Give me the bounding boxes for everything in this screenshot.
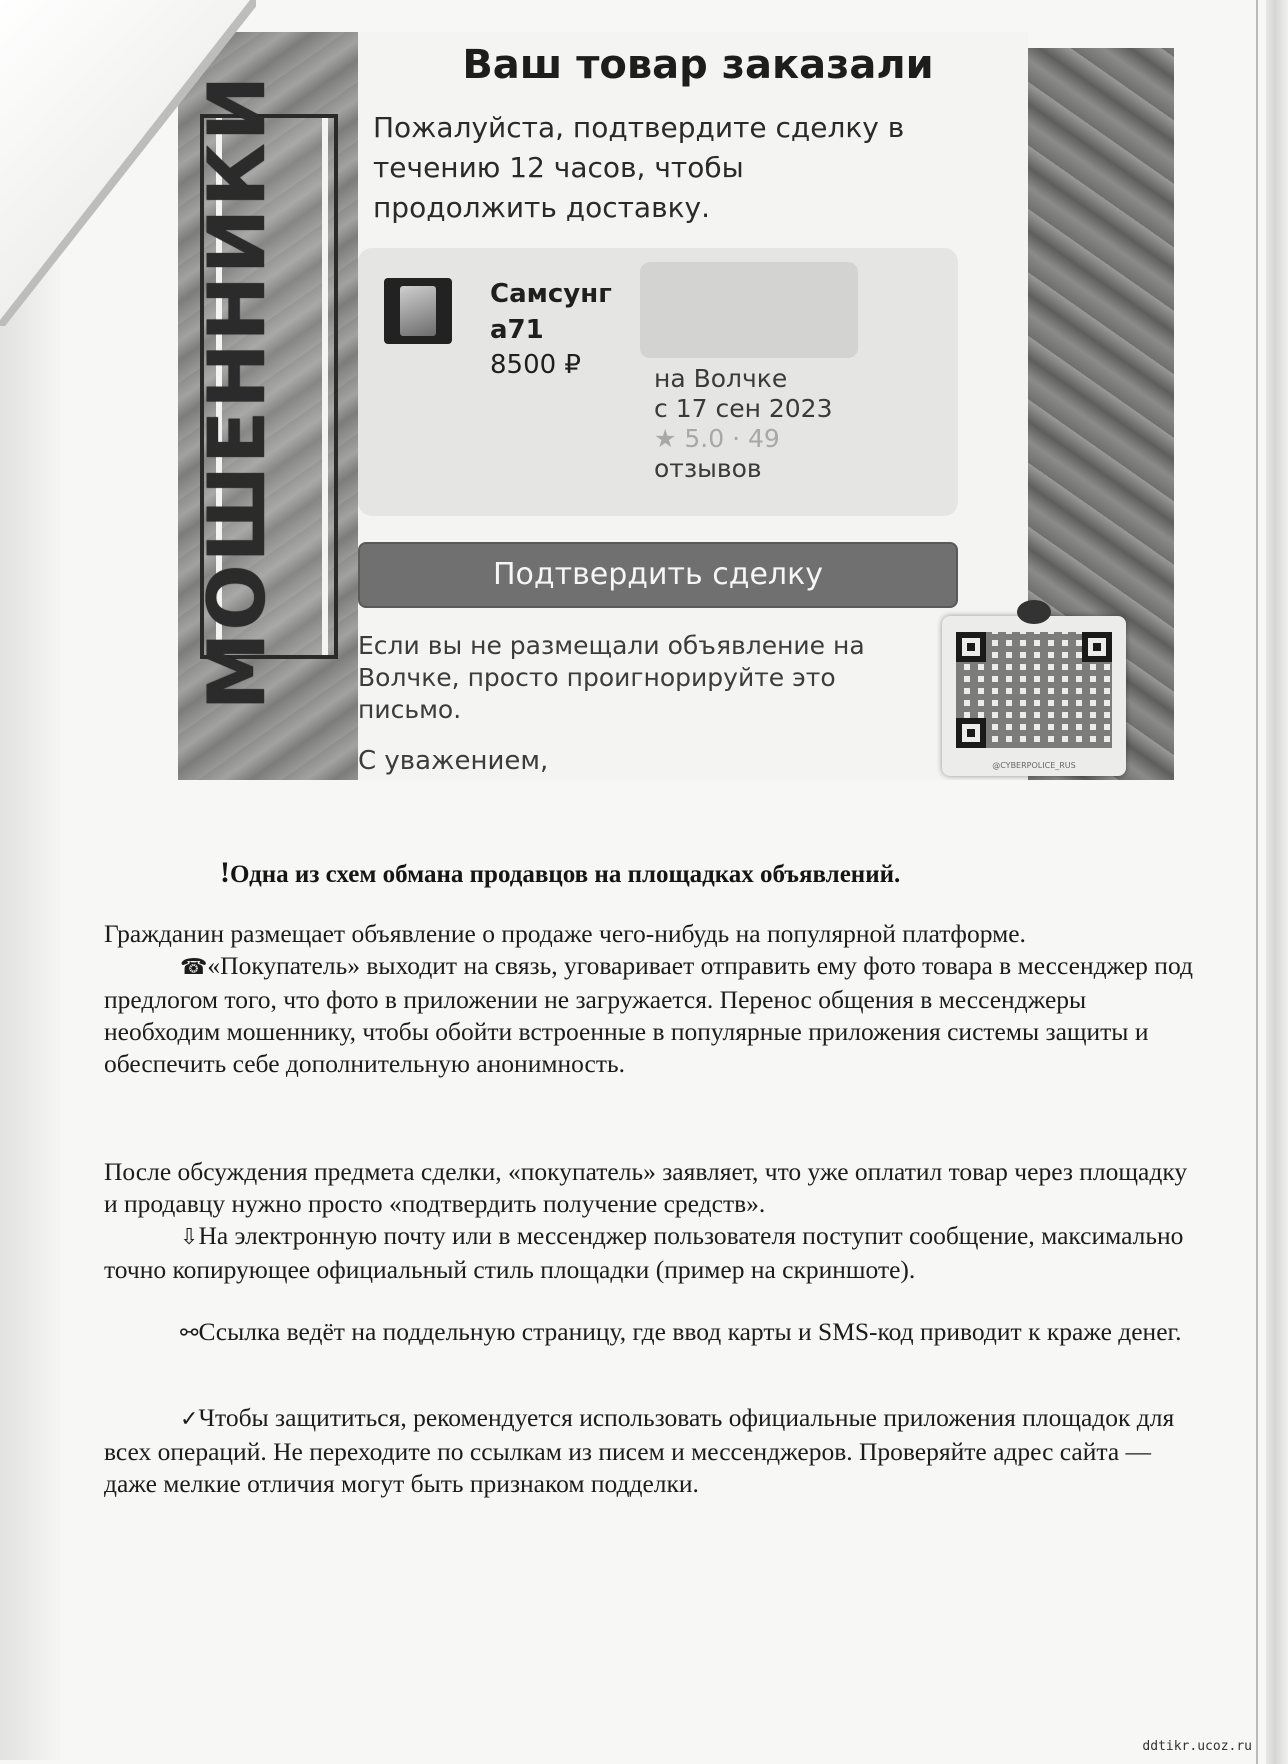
seller-reviews: отзывов [654,454,762,483]
seller-name-blurred [640,262,858,358]
email-subtitle: Пожалуйста, подтвердите сделку в течению 12 часов, чтобы продолжить доставку. [373,111,905,224]
article-paragraph: ☎«Покупатель» выходит на связь, уговаривает отправить ему фото товара в мессенджер под предлогом того, что фото в приложении не загружается. Перенос общения в мессенджеры необходим мошеннику, чтобы обойти встроенные в популярные приложения системы защиты и обеспечить себе дополнительную анонимность. [104,951,1193,1078]
page-right-line [1256,0,1258,1764]
scam-poster-image [178,32,1174,780]
article-heading: !Одна из схем обмана продавцов на площадках объявлений. [220,856,901,889]
seller-platform: на Волчке [654,364,788,393]
seller-since: с 17 сен 2023 [654,394,833,423]
article-paragraph: Гражданин размещает объявление о продаже чего-нибудь на популярной платформе. [104,919,1026,948]
link-icon: ⚯ [180,1321,199,1346]
email-title: Ваш товар заказали [462,42,934,88]
article-paragraph: После обсуждения предмета сделки, «покупатель» заявляет, что уже оплатил товар через площадку и продавцу нужно просто «подтвердить получение средств». [104,1157,1188,1218]
seller-info [654,364,894,484]
qr-code-sticker [942,616,1126,776]
phone-icon [400,286,436,336]
email-regards: С уважением, [358,746,549,776]
download-icon: ⇩ [180,1225,199,1250]
poster-vertical-word: МОШЕННИКИ [193,73,284,711]
ignore-notice: Если вы не размещали объявление на Волчке, просто проигнорируйте это письмо. [358,631,865,724]
confirm-deal-button[interactable]: Подтвердить сделку [358,542,958,608]
product-card [358,248,958,516]
seller-rating: ★ 5.0 · 49 [654,424,780,453]
article-paragraph: ✓Чтобы защититься, рекомендуется использовать официальные приложения площадок для всех операций. Не переходите по ссылкам из писем и мессенджеров. Проверяйте адрес сайта — даже мелкие отличия могут быть признаком подделки. [104,1403,1175,1498]
page-left-shadow [0,260,60,1760]
fake-email-card [358,32,1028,780]
product-name: Самсунг а71 [490,279,612,345]
article-paragraph: ⇩На электронную почту или в мессенджер пользователя поступит сообщение, максимально точно копирующее официальный стиль площадки (пример на скриншоте). [104,1221,1184,1284]
pin-icon [1017,600,1051,624]
phone-icon: ☎ [180,955,208,980]
article-paragraph: ⚯Ссылка ведёт на поддельную страницу, где ввод карты и SMS-код приводит к краже денег. [180,1317,1182,1346]
exclamation-icon: ! [220,856,230,889]
page-right-edge [1266,0,1288,1764]
product-thumbnail [384,278,452,344]
checkmark-icon: ✓ [180,1407,199,1432]
product-price: 8500 ₽ [490,350,581,380]
qr-caption: @CYBERPOLICE_RUS [992,761,1076,770]
poster-left-band [178,32,358,780]
site-watermark: ddtikr.ucoz.ru [1142,1739,1252,1754]
